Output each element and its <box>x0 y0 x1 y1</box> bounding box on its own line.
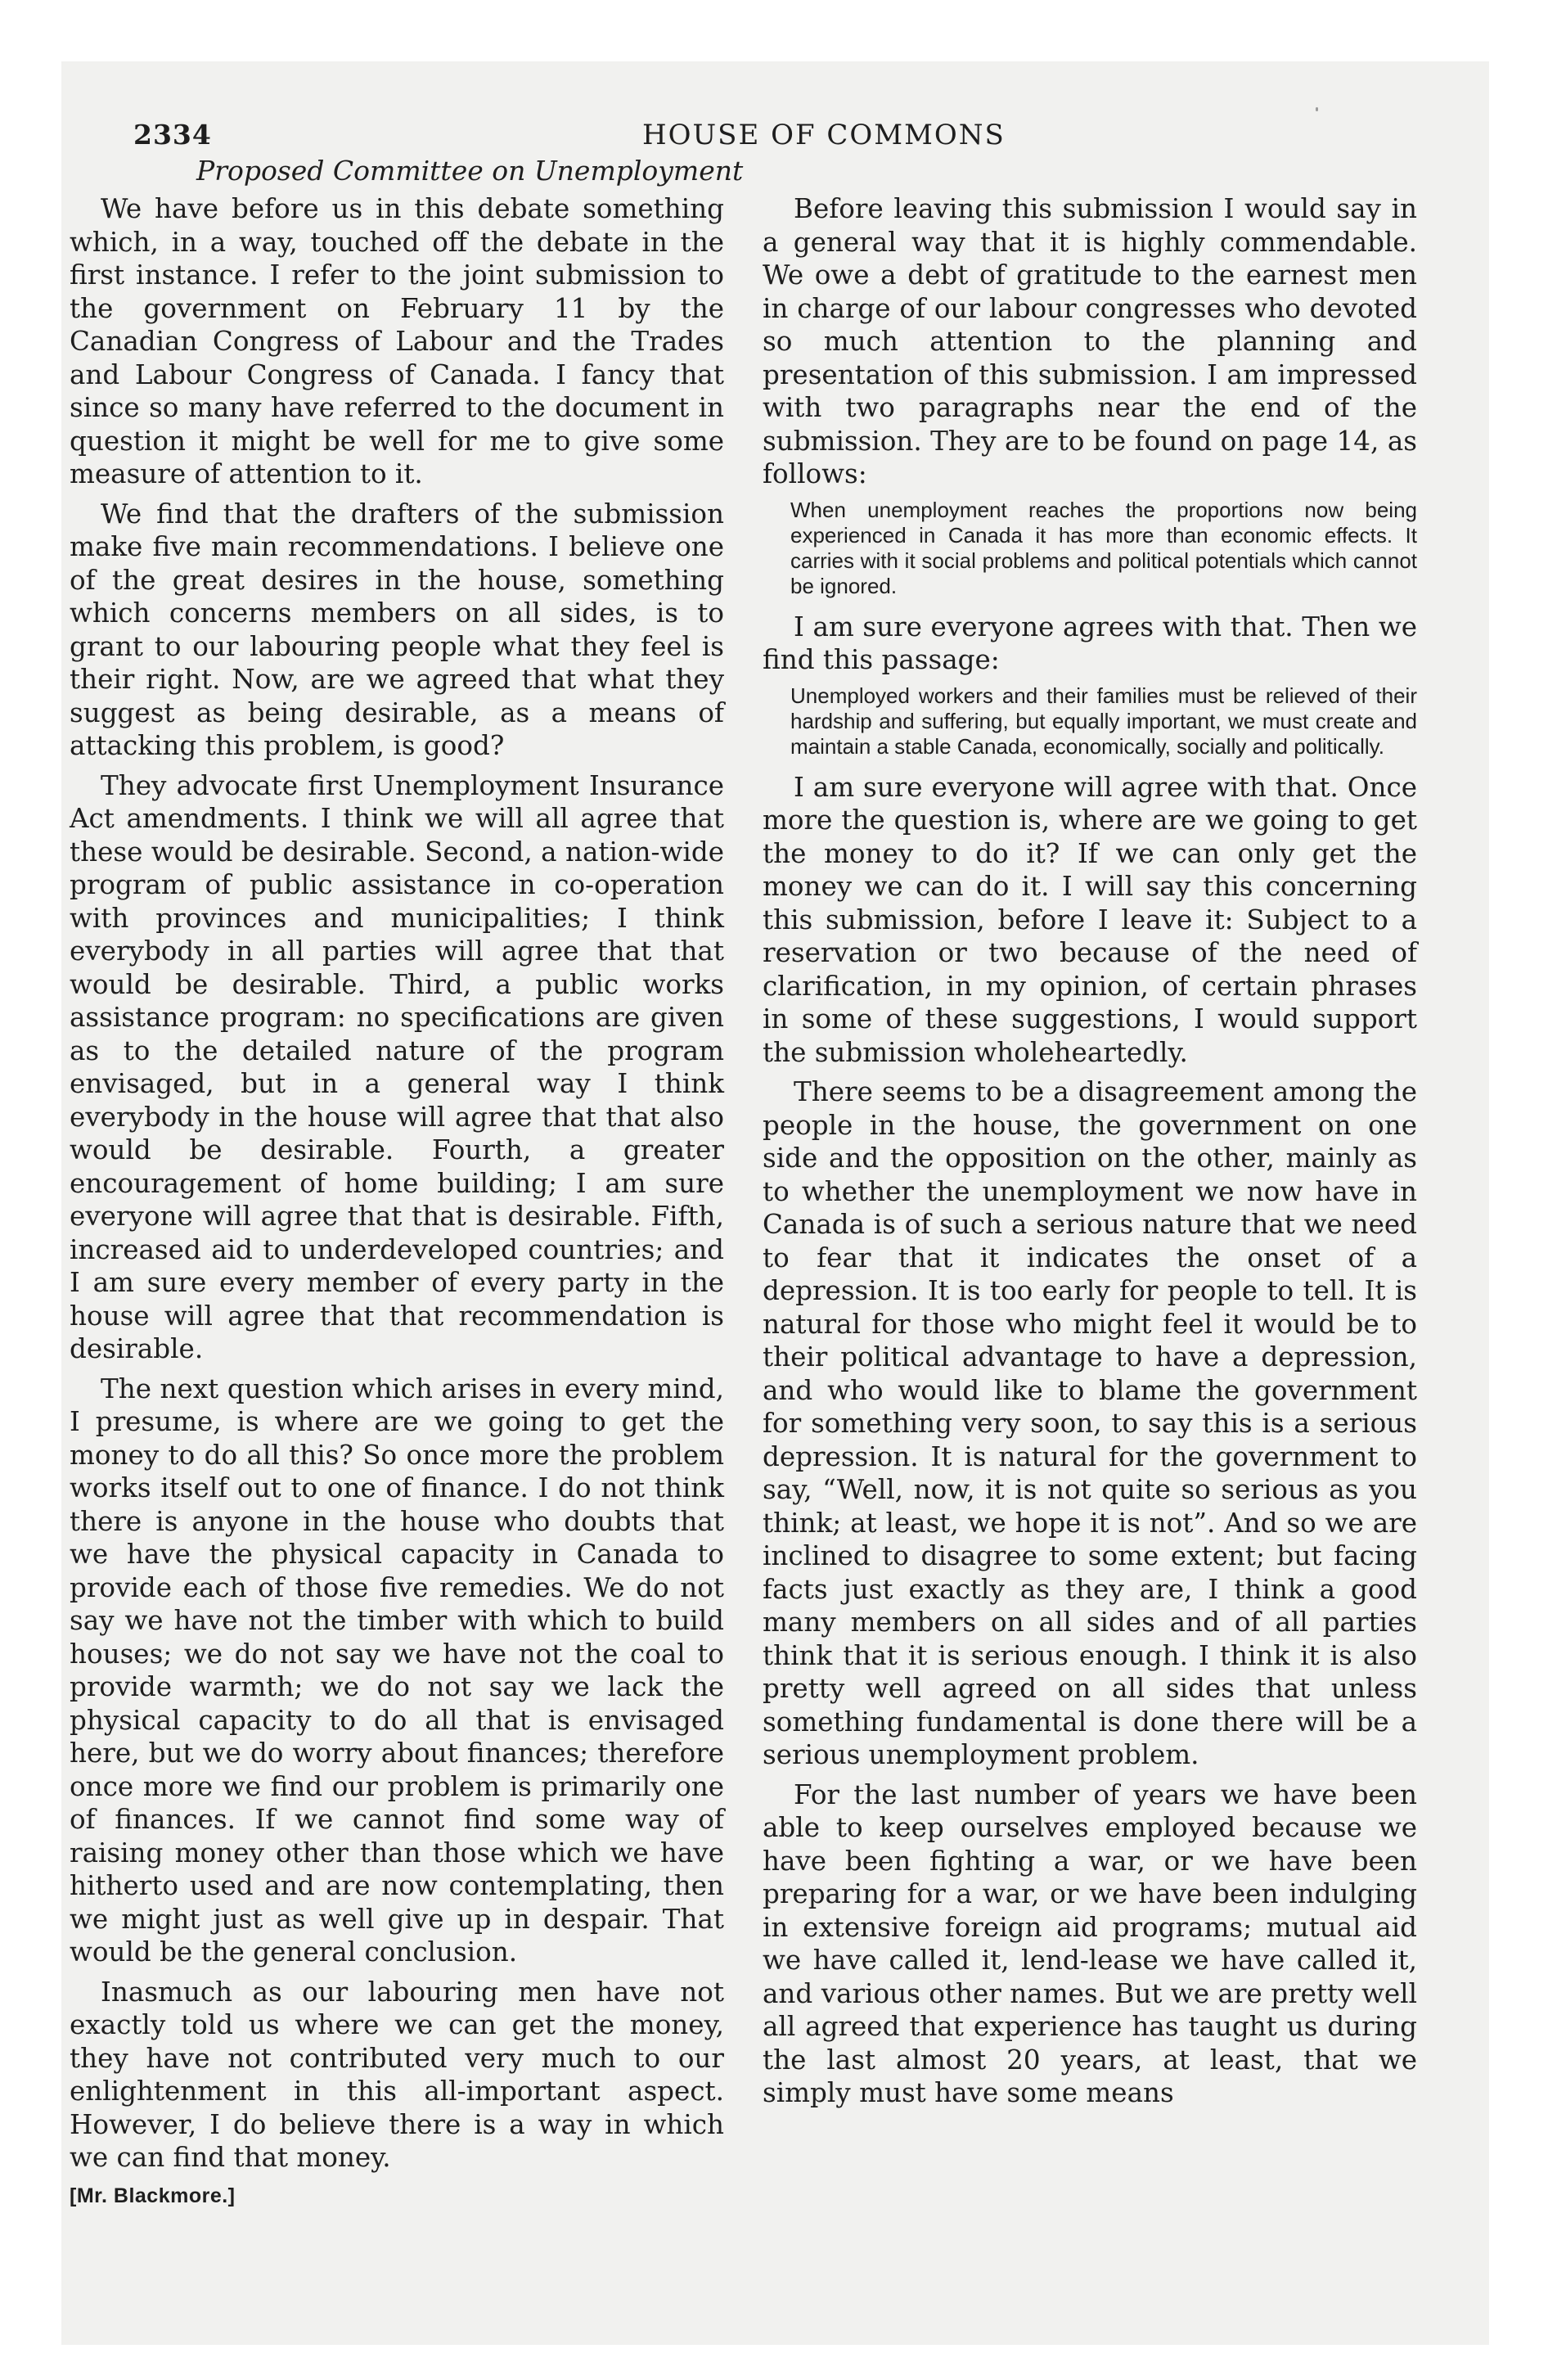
left-column <box>70 192 724 2211</box>
paragraph: There seems to be a disagreement among the people in the house, the government on one side and the opposition on the other, mainly as to whether the unemployment we now have in Canada is of such a serious nature that we need to fear that it indicates the onset of a depression. It is too early for people to tell. It is natural for those who might feel it would be to their political advantage to have a depression, and who would like to blame the government for something very soon, to say this is a serious depression. It is natural for the government to say, “Well, now, it is not quite so serious as you think; at least, we hope it is not”. And so we are inclined to disagree to some extent; but facing facts just exactly as they are, I think a good many members on all sides and of all parties think that it is serious enough. I think it is also pretty well agreed on all sides that unless something fundamental is done there will be a serious unemployment problem. <box>763 1076 1417 1770</box>
paragraph: We find that the drafters of the submission make five main recommendations. I believe one of the great desires in the house, something which concerns members on all sides, is to grant to our labouring people what they feel is their right. Now, are we agreed that what they suggest as being desirable, as a means of attacking this problem, is good? <box>70 498 724 761</box>
paragraph: They advocate first Unemployment Insurance Act amendments. I think we will all agree that these would be desirable. Second, a nation-wide program of public assistance in co-operation with provinces and municipalities; I think everybody in all parties will agree that that would be desirable. Third, a public works assistance program: no specifications are given as to the detailed nature of the program envisaged, but in a general way I think everybody in the house will agree that that also would be desirable. Fourth, a greater encouragement of home building; I am sure everyone will agree that that is desirable. Fifth, increased aid to underdeveloped countries; and I am sure every member of every party in the house will agree that that recommendation is desirable. <box>70 769 724 1364</box>
paragraph: The next question which arises in every mind, I presume, is where are we going to get the money to do all this? So once more the problem works itself out to one of finance. I do not think there is anyone in the house who doubts that we have the physical capacity in Canada to provide each of those five remedies. We do not say we have not the timber with which to build houses; we do not say we have not the coal to provide warmth; we do not say we lack the physical capacity to do all that is envisaged here, but we do worry about finances; therefore once more we find our problem is primarily one of finances. If we cannot find some way of raising money other than those which we have hitherto used and are now contemplating, then we might just as well give up in despair. That would be the general conclusion. <box>70 1373 724 1968</box>
speaker-note: [Mr. Blackmore.] <box>70 2184 236 2207</box>
document-page <box>61 61 1489 2345</box>
paragraph: For the last number of years we have been able to keep ourselves employed because we have been fighting a war, or we have been preparing for a war, or we have been indulging in extensive foreign aid programs; mutual aid we have called it, lend-lease we have called it, and various other names. But we are pretty well all agreed that experience has taught us during the last almost 20 years, at least, that we simply must have some means <box>763 1778 1417 2108</box>
block-quote <box>790 498 1417 599</box>
page-number: 2334 <box>133 119 212 151</box>
paragraph: Before leaving this submission I would say in a general way that it is highly commendable. We owe a debt of gratitude to the earnest men in charge of our labour congresses who devoted so much attention to the planning and presentation of this submission. I am impressed with two paragraphs near the end of the submission. They are to be found on page 14, as follows: <box>763 193 1417 489</box>
page-header <box>61 119 1489 160</box>
paragraph: Inasmuch as our labouring men have not exactly told us where we can get the money, they have not contributed very much to our enlightenment in this all-important aspect. However, I do believe there is a way in which we can find that money. <box>70 1976 724 2173</box>
quote-text: Unemployed workers and their families must be relieved of their hardship and suffering, but equally important, we must create and maintain a stable Canada, economically, socially and politically. <box>790 683 1417 759</box>
section-title: Proposed Committee on Unemployment <box>196 155 744 187</box>
paragraph: We have before us in this debate something which, in a way, touched off the debate in the first instance. I refer to the joint submission to the government on February 11 by the Canadian Congress of Labour and the Trades and Labour Congress of Canada. I fancy that since so many have referred to the document in question it might be well for me to give some measure of attention to it. <box>70 193 724 489</box>
right-column <box>763 192 1417 2116</box>
paragraph: I am sure everyone agrees with that. Then we find this passage: <box>763 611 1417 675</box>
running-head: HOUSE OF COMMONS <box>642 119 1006 151</box>
print-speck <box>1316 107 1318 111</box>
paragraph: I am sure everyone will agree with that. Once more the question is, where are we going to get the money to do it? If we can only get the money we can do it. I will say this concerning this submission, before I leave it: Subject to a reservation or two because of the need of clarification, in my opinion, of certain phrases in some of these suggestions, I would support the submission wholeheartedly. <box>763 771 1417 1068</box>
quote-text: When unemployment reaches the proportions now being experienced in Canada it has more than economic effects. It carries with it social problems and political potentials which cannot be ignored. <box>790 497 1417 598</box>
block-quote <box>790 683 1417 760</box>
